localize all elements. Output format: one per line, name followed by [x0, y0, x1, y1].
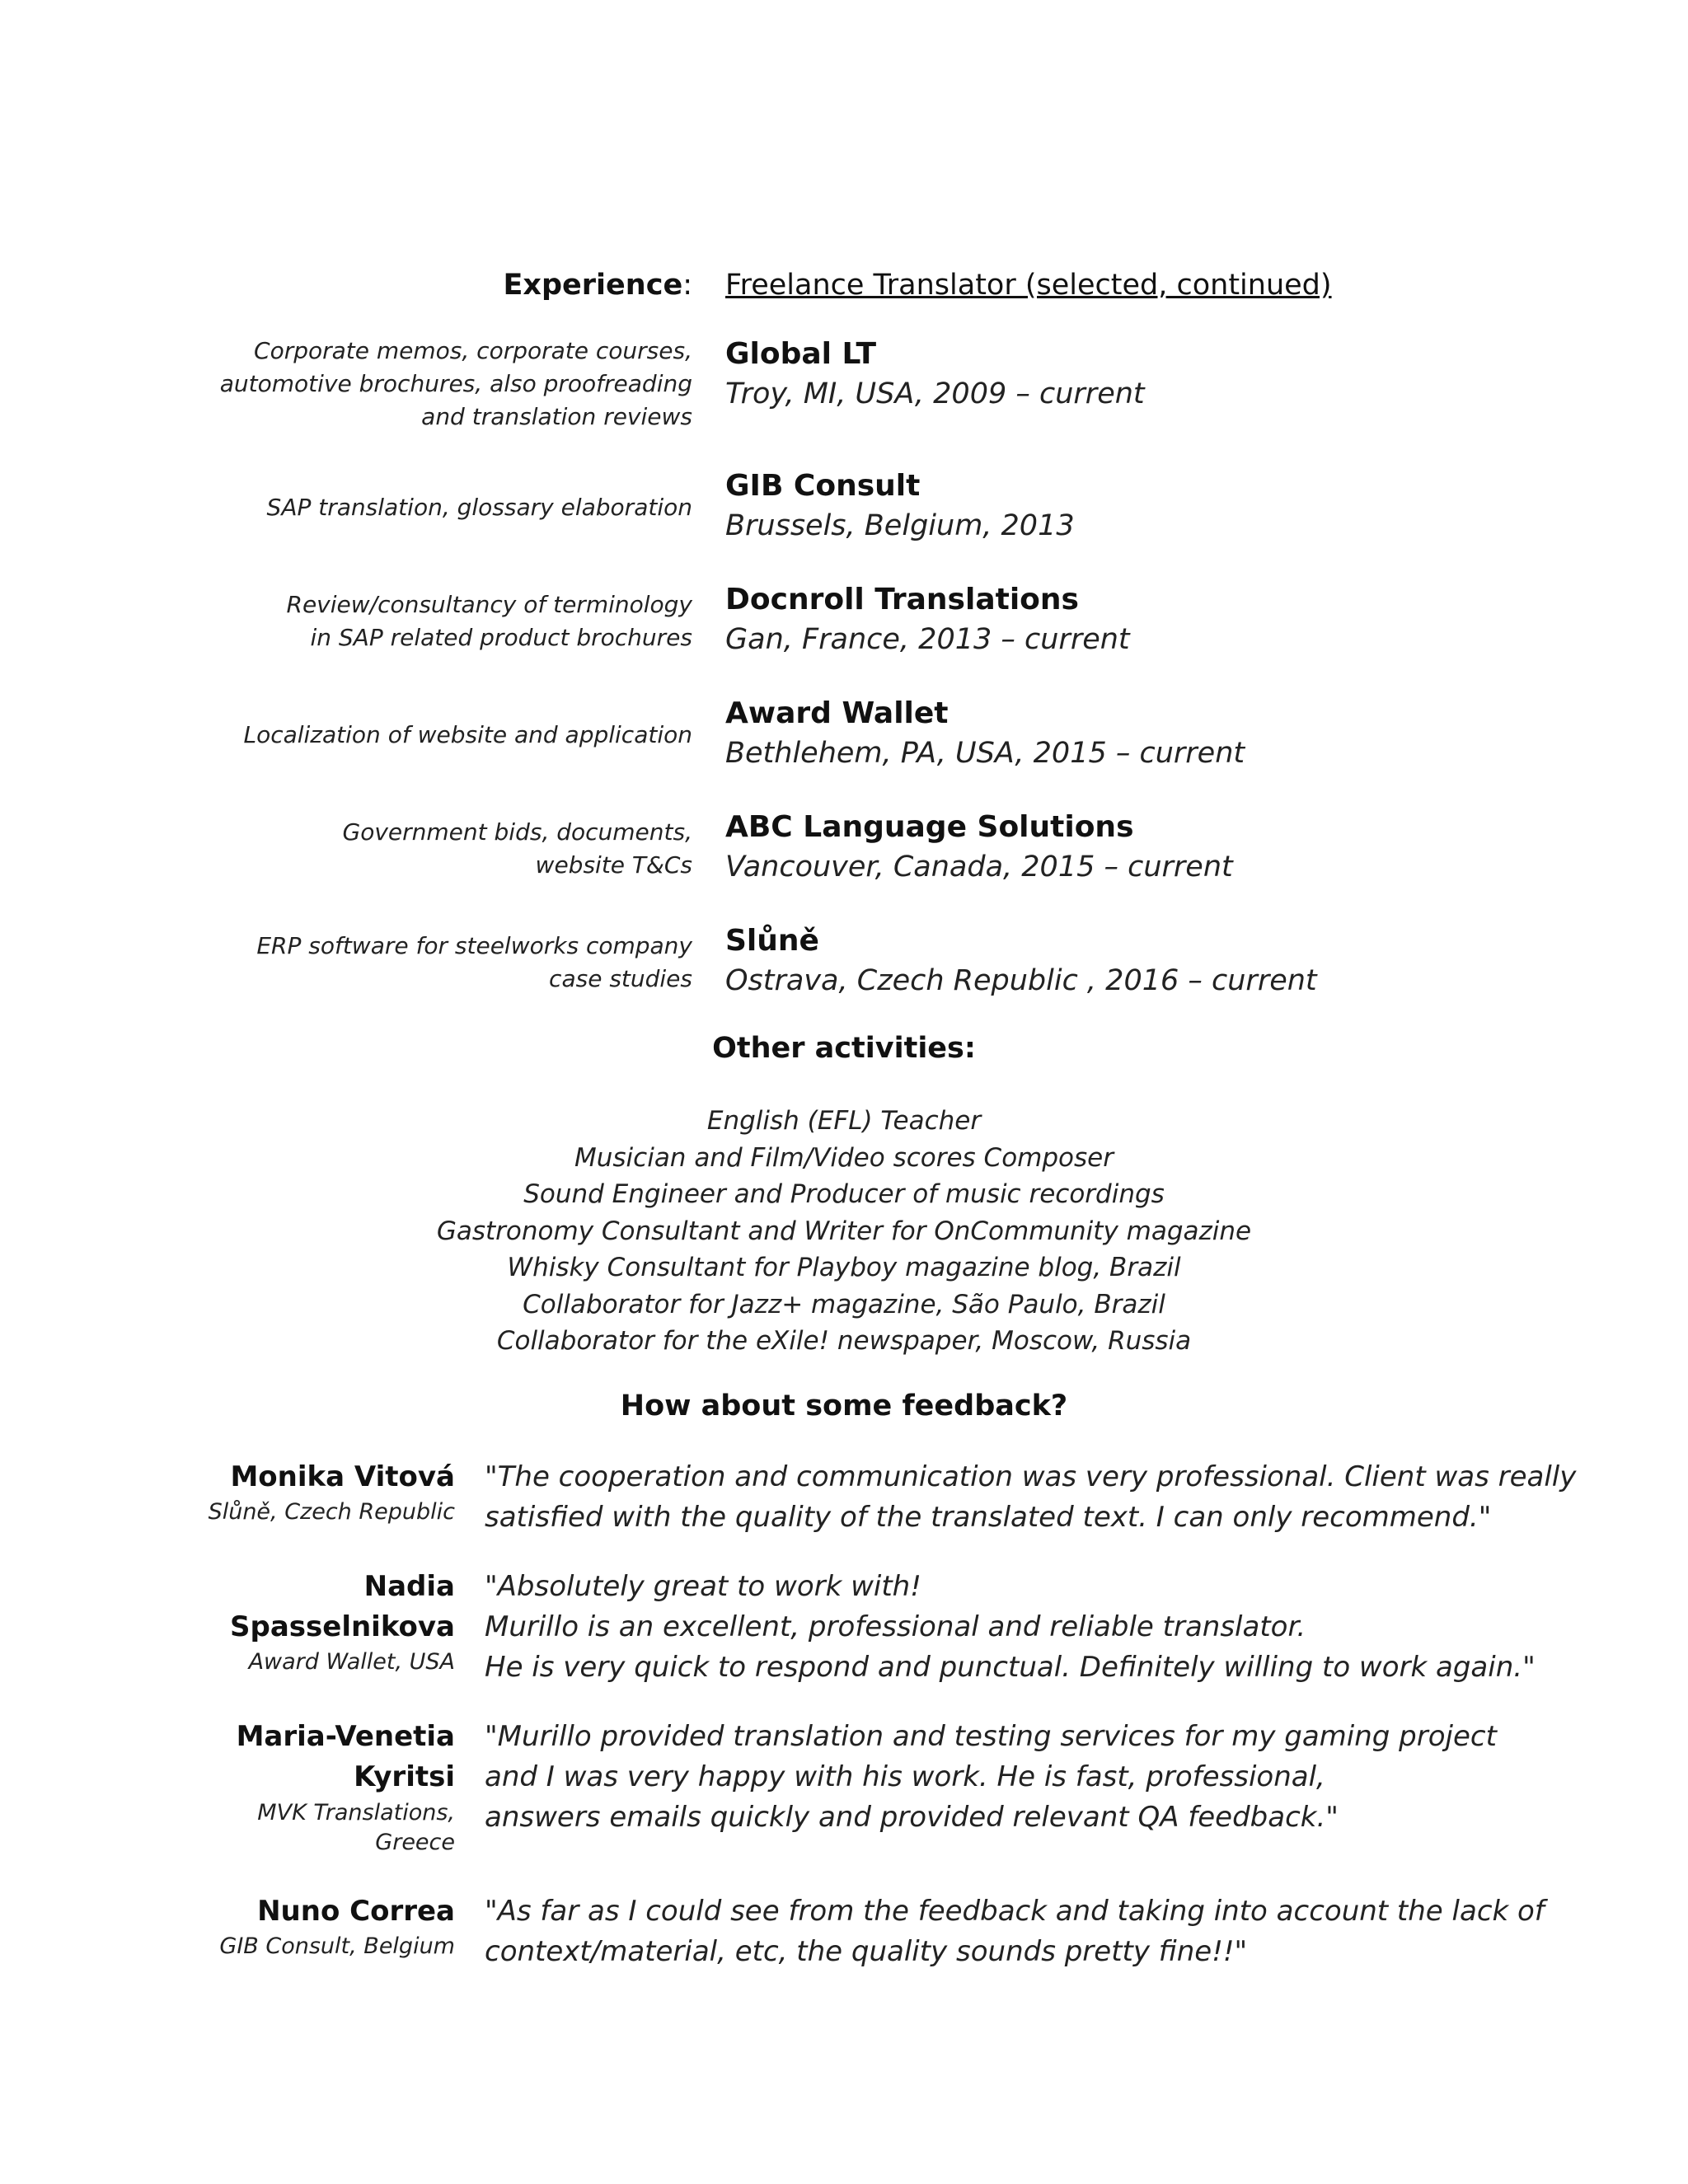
reviewer-name: [165, 1457, 455, 1497]
reviewer-org: [165, 1932, 455, 1961]
reviewer-name: [165, 1567, 455, 1647]
activity-item: Gastronomy Consultant and Writer for OnCommunity magazine: [436, 1216, 1252, 1246]
experience-colon: :: [682, 269, 692, 302]
activity-item: Musician and Film/Video scores Composer: [574, 1142, 1114, 1173]
reviewer-name: [165, 1891, 455, 1932]
reviewer-name-line: Maria-Venetia: [236, 1720, 455, 1753]
experience-label: [371, 269, 692, 302]
job-company: Award Wallet: [725, 696, 949, 730]
feedback-quote: [485, 1717, 1556, 1838]
quote-line: satisfied with the quality of the translated text. I can only recommend.": [485, 1501, 1492, 1534]
job-company: Slůně: [725, 924, 819, 958]
job-description: [198, 588, 692, 654]
reviewer-org-line: Greece: [375, 1830, 455, 1855]
feedback-quote: [485, 1567, 1556, 1688]
job-description-line: website T&Cs: [535, 851, 692, 879]
job-description: [198, 335, 692, 434]
job-location: Brussels, Belgium, 2013: [725, 509, 1075, 542]
job-description-line: and translation reviews: [421, 403, 692, 430]
job-description-line: ERP software for steelworks company: [256, 932, 692, 959]
reviewer-name-line: Spasselnikova: [230, 1610, 455, 1643]
feedback-quote: [485, 1457, 1577, 1538]
job-description-line: Corporate memos, corporate courses,: [254, 337, 692, 364]
job-company: Docnroll Translations: [725, 583, 1079, 616]
job-location: Troy, MI, USA, 2009 – current: [725, 377, 1145, 410]
job-location: Bethlehem, PA, USA, 2015 – current: [725, 737, 1245, 770]
job-description-line: in SAP related product brochures: [310, 624, 692, 651]
job-description-line: case studies: [549, 965, 692, 992]
job-company: Global LT: [725, 337, 877, 371]
reviewer-org-line: MVK Translations,: [257, 1800, 455, 1825]
job-description-line: Localization of website and application: [243, 721, 692, 748]
activity-item: English (EFL) Teacher: [706, 1106, 982, 1136]
activity-item: Sound Engineer and Producer of music recordings: [523, 1179, 1165, 1209]
job-company: ABC Language Solutions: [725, 810, 1134, 844]
job-company: GIB Consult: [725, 469, 921, 503]
activity-item: Collaborator for Jazz+ magazine, São Paulo, Brazil: [523, 1289, 1165, 1319]
job-description: [198, 719, 692, 752]
reviewer-org-line: Award Wallet, USA: [248, 1649, 455, 1675]
other-activities-title: Other activities:: [712, 1032, 976, 1065]
quote-line: "Absolutely great to work with!: [485, 1570, 921, 1603]
job-location: Gan, France, 2013 – current: [725, 623, 1130, 656]
reviewer-name: [165, 1717, 455, 1797]
other-activities-list: [0, 1103, 1688, 1360]
quote-line: "Murillo provided translation and testing services for my gaming project: [485, 1720, 1497, 1753]
reviewer-org: [165, 1798, 455, 1858]
reviewer-org-line: Slůně, Czech Republic: [208, 1499, 455, 1525]
job-description: [198, 816, 692, 882]
quote-line: answers emails quickly and provided relevant QA feedback.": [485, 1801, 1339, 1834]
quote-line: context/material, etc, the quality sounds pretty fine!!": [485, 1935, 1248, 1968]
reviewer-name-line: Nuno Correa: [257, 1895, 455, 1928]
job-location: Ostrava, Czech Republic , 2016 – current: [725, 964, 1317, 997]
job-description: [198, 930, 692, 996]
quote-line: "As far as I could see from the feedback and taking into account the lack of: [485, 1895, 1545, 1928]
experience-title: Freelance Translator (selected, continued): [725, 269, 1332, 302]
job-description: [198, 491, 692, 524]
quote-line: Murillo is an excellent, professional and reliable translator.: [485, 1610, 1306, 1643]
activity-item: Collaborator for the eXile! newspaper, Moscow, Russia: [496, 1326, 1192, 1356]
job-description-line: Government bids, documents,: [342, 818, 692, 846]
experience-label-text: Experience: [503, 269, 683, 302]
job-location: Vancouver, Canada, 2015 – current: [725, 851, 1233, 883]
job-description-line: Review/consultancy of terminology: [286, 591, 692, 618]
reviewer-org-line: GIB Consult, Belgium: [219, 1933, 455, 1959]
quote-line: He is very quick to respond and punctual. Definitely willing to work again.": [485, 1651, 1536, 1684]
job-description-line: automotive brochures, also proofreading: [219, 370, 692, 397]
job-description-line: SAP translation, glossary elaboration: [266, 494, 692, 521]
reviewer-name-line: Monika Vitová: [230, 1460, 455, 1493]
reviewer-name-line: Kyritsi: [354, 1760, 455, 1793]
reviewer-name-line: Nadia: [363, 1570, 455, 1603]
feedback-quote: [485, 1891, 1556, 1972]
activity-item: Whisky Consultant for Playboy magazine blog, Brazil: [507, 1253, 1181, 1282]
quote-line: and I was very happy with his work. He is fast, professional,: [485, 1760, 1325, 1793]
feedback-title: How about some feedback?: [620, 1390, 1068, 1422]
reviewer-org: [165, 1497, 455, 1527]
quote-line: "The cooperation and communication was very professional. Client was really: [485, 1460, 1577, 1493]
reviewer-org: [165, 1647, 455, 1677]
